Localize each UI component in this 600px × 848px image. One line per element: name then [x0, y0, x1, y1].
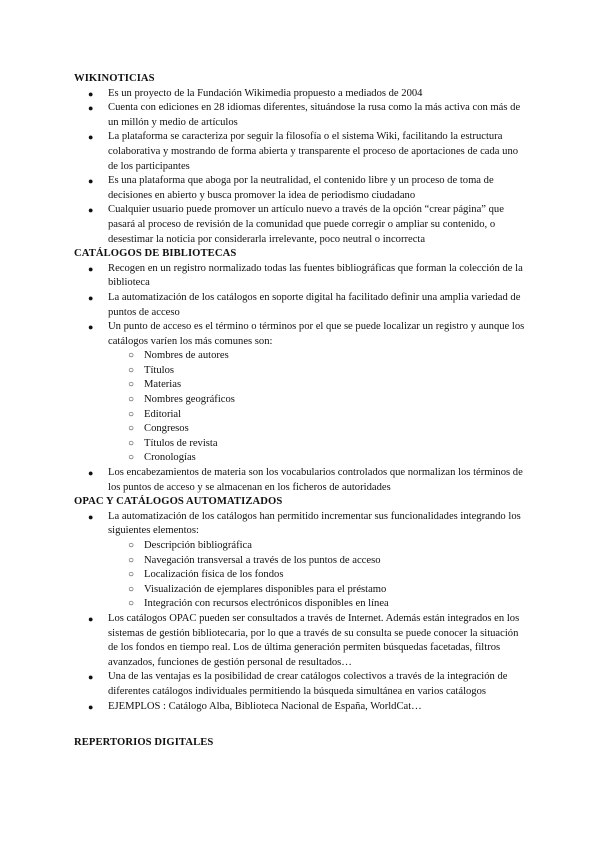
sub-list-item: ○ Materias	[74, 378, 526, 393]
circle-bullet-icon: ○	[128, 437, 135, 449]
list-item: ● EJEMPLOS : Catálogo Alba, Biblioteca Nacional de España, WorldCat…	[74, 700, 526, 715]
sub-bullet-list	[74, 349, 526, 466]
circle-bullet-icon: ○	[128, 423, 135, 435]
sub-bullet-list	[74, 539, 526, 612]
sub-list-item: ○ Nombres de autores	[74, 349, 526, 364]
sub-list-item: ○ Editorial	[74, 408, 526, 423]
sub-list-item: ○ Congresos	[74, 422, 526, 437]
sub-list-item: ○ Cronologías	[74, 451, 526, 466]
sub-list-item: ○ Visualización de ejemplares disponibles para el préstamo	[74, 583, 526, 598]
sub-list-item: ○ Integración con recursos electrónicos disponibles en línea	[74, 597, 526, 612]
section-title: CATÁLOGOS DE BIBLIOTECAS	[74, 248, 237, 260]
sub-list-item: ○ Títulos de revista	[74, 437, 526, 452]
section-title: WIKINOTICIAS	[74, 73, 155, 84]
list-item: ● Los catálogos OPAC pueden ser consultados a través de Internet. Además están integrados en los sistemas de gestión bibliotecaria, por lo que a través de su consulta se puede conocer la situación de los fondos en tiempo real. Los de última generación permiten búsquedas facetadas, filtros avanzados, funciones de gestión personal de resultados…	[88, 612, 520, 668]
bullet-list	[74, 262, 526, 350]
section-title: REPERTORIOS DIGITALES	[74, 737, 214, 749]
bullet-list	[74, 612, 526, 714]
sub-list-item: ○ Nombres geográficos	[74, 393, 526, 408]
circle-bullet-icon: ○	[128, 364, 135, 376]
list-item: ● Es una plataforma que aboga por la neutralidad, el contenido libre y un proceso de toma de decisiones en abierto y busca promover la idea de periodismo ciudadano	[88, 175, 494, 201]
list-item: ● Cualquier usuario puede promover un artículo nuevo a través de la opción “crear página” que pasará al proceso de revisión de la comunidad que puede corregir o ampliar su contenido, o desestimar la noticia por considerarla irrelevante, poco neutral o incorrecta	[88, 204, 504, 245]
bullet-icon: ●	[88, 103, 94, 114]
list-item: ● La plataforma se caracteriza por seguir la filosofía o el sistema Wiki, facilitando la estructura colaborativa y mostrando de forma abierta y transparente el proceso de aportaciones de cada uno de los participantes	[88, 131, 519, 172]
bullet-icon: ●	[88, 132, 94, 143]
list-item: ● La automatización de los catálogos han permitido incrementar sus funcionalidades integrando los siguientes elementos:	[88, 510, 521, 537]
circle-bullet-icon: ○	[128, 554, 135, 566]
circle-bullet-icon: ○	[128, 408, 135, 420]
sub-list-item: ○ Títulos	[74, 364, 526, 379]
circle-bullet-icon: ○	[128, 598, 135, 610]
section-wikinoticias	[74, 72, 526, 247]
bullet-list	[74, 466, 526, 495]
bullet-icon: ●	[88, 292, 94, 303]
bullet-icon: ●	[88, 511, 94, 522]
list-item: ● Recogen en un registro normalizado todas las fuentes bibliográficas que forman la colección de la biblioteca	[88, 262, 523, 289]
list-item: ● Una de las ventajas es la posibilidad de crear catálogos colectivos a través de la integración de diferentes catálogos individuales permitiendo la búsqueda simultánea en varios catálogos	[88, 671, 508, 697]
document-page	[74, 72, 526, 751]
sub-list-item: ○ Localización física de los fondos	[74, 568, 526, 583]
circle-bullet-icon: ○	[128, 569, 135, 581]
circle-bullet-icon: ○	[128, 350, 135, 362]
circle-bullet-icon: ○	[128, 583, 135, 595]
section-catalogos-bibliotecas	[74, 247, 526, 495]
sub-list-item: ○ Navegación transversal a través de los puntos de acceso	[74, 554, 526, 569]
bullet-list	[74, 87, 526, 248]
bullet-list	[74, 510, 526, 539]
section-title: OPAC Y CATÁLOGOS AUTOMATIZADOS	[74, 496, 283, 508]
bullet-icon: ●	[88, 263, 94, 274]
bullet-icon: ●	[88, 88, 94, 99]
sub-list-item: ○ Descripción bibliográfica	[74, 539, 526, 554]
list-item: ● La automatización de los catálogos en soporte digital ha facilitado definir una amplia variedad de puntos de acceso	[88, 291, 521, 318]
list-item: ● Es un proyecto de la Fundación Wikimedia propuesto a mediados de 2004	[74, 87, 526, 102]
bullet-icon: ●	[88, 205, 94, 216]
section-opac	[74, 495, 526, 714]
bullet-icon: ●	[88, 176, 94, 187]
bullet-icon: ●	[88, 701, 94, 712]
list-item: ● Cuenta con ediciones en 28 idiomas diferentes, situándose la rusa como la más activa con más de un millón y medio de artículos	[88, 102, 521, 128]
section-repertorios	[74, 736, 526, 751]
bullet-icon: ●	[88, 613, 94, 624]
list-item: ● Los encabezamientos de materia son los vocabularios controlados que normalizan los términos de los puntos de acceso y se almacenan en los ficheros de autoridades	[88, 467, 523, 493]
circle-bullet-icon: ○	[128, 452, 135, 464]
bullet-icon: ●	[88, 322, 94, 333]
bullet-icon: ●	[88, 672, 94, 683]
list-item: ● Un punto de acceso es el término o términos por el que se puede localizar un registro y aunque los catálogos varíen los más comunes son:	[88, 321, 525, 347]
circle-bullet-icon: ○	[128, 394, 135, 406]
section-spacer	[74, 714, 526, 736]
circle-bullet-icon: ○	[128, 540, 135, 551]
bullet-icon: ●	[88, 468, 94, 479]
circle-bullet-icon: ○	[128, 379, 135, 391]
